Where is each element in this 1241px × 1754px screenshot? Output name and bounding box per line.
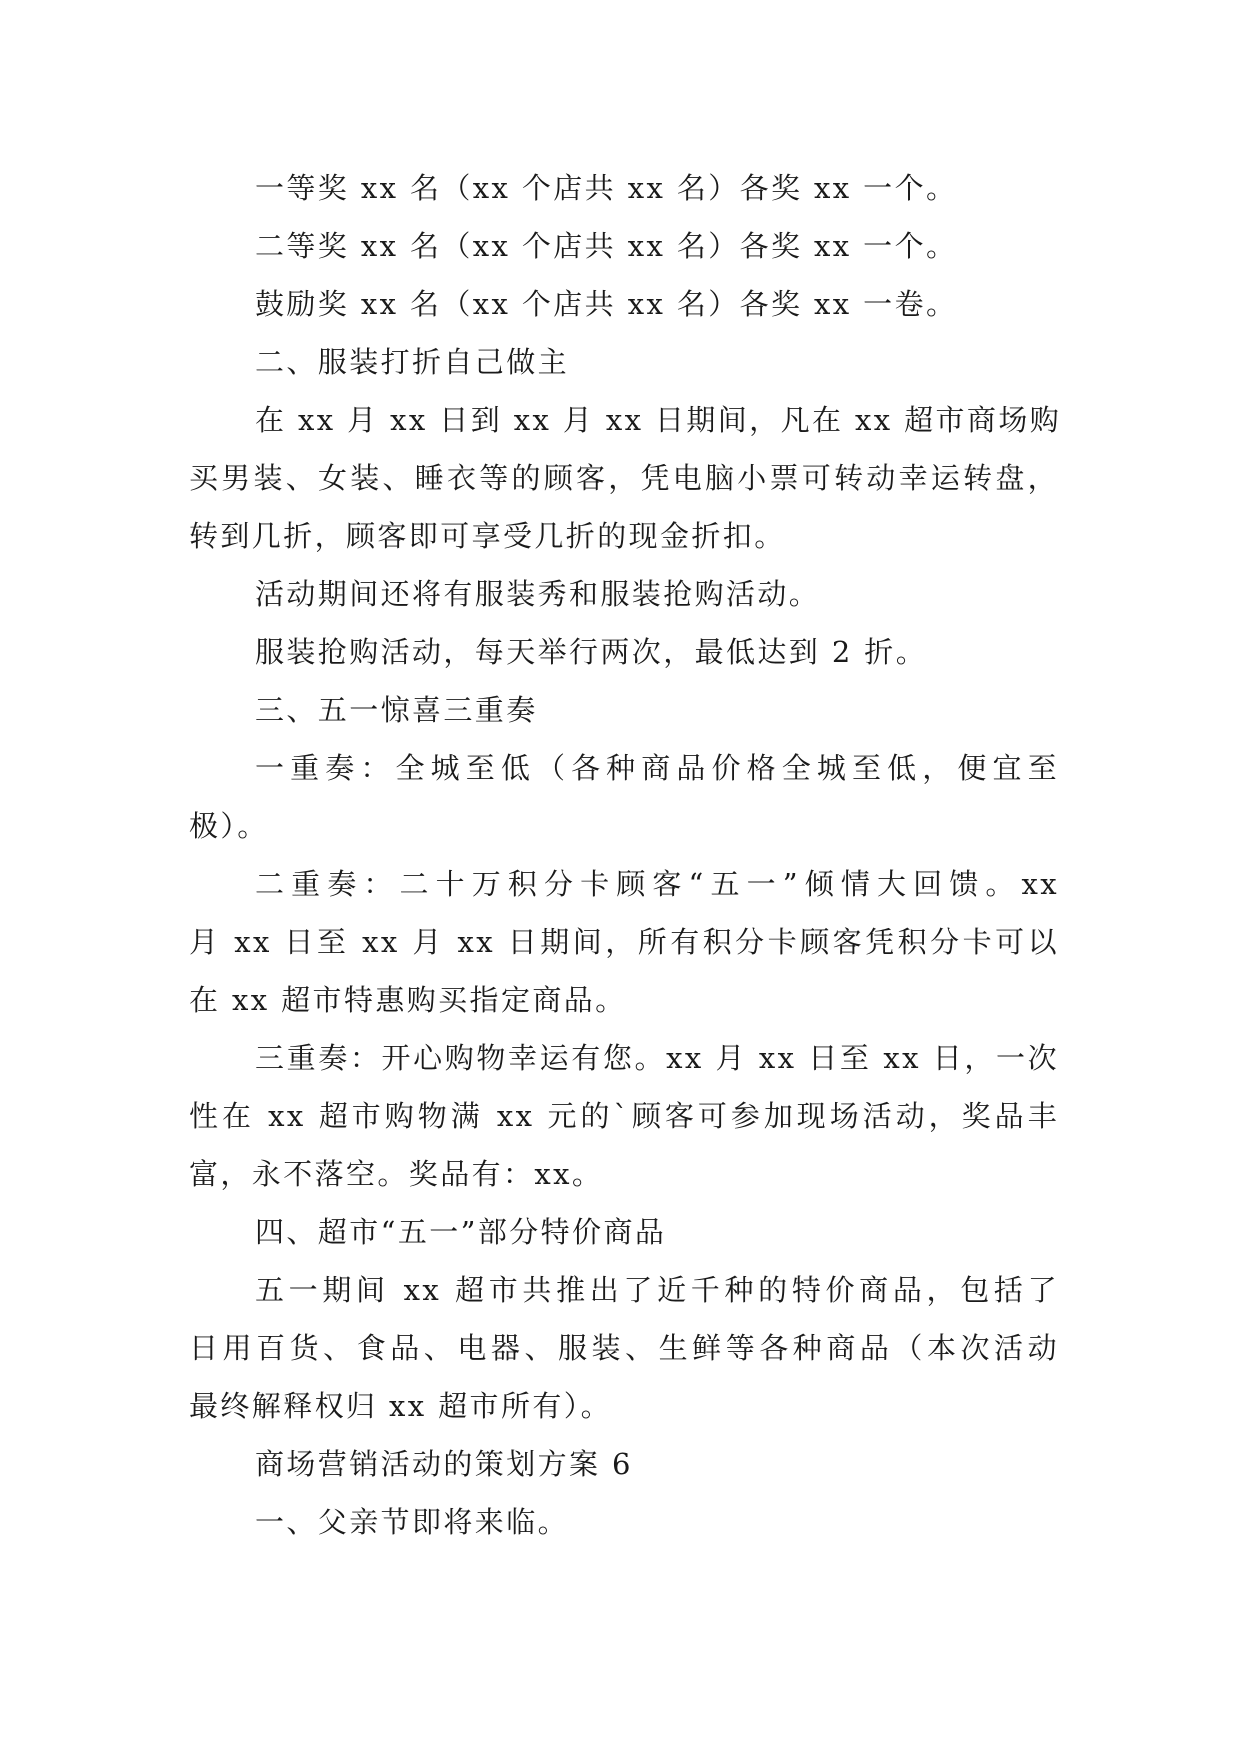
paragraph-line: 三重奏：开心购物幸运有您。xx 月 xx 日至 xx 日，一次 (255, 1041, 1059, 1075)
section-heading-1: 一、父亲节即将来临。 (255, 1505, 570, 1539)
prize-first-line: 一等奖 xx 名（xx 个店共 xx 名）各奖 xx 一个。 (255, 171, 958, 205)
section-heading-2: 二、服装打折自己做主 (255, 345, 570, 379)
prize-encouragement-line: 鼓励奖 xx 名（xx 个店共 xx 名）各奖 xx 一卷。 (255, 287, 958, 321)
section-heading-3: 三、五一惊喜三重奏 (255, 693, 538, 727)
paragraph-line: 活动期间还将有服装秀和服装抢购活动。 (255, 577, 821, 611)
paragraph-line: 月 xx 日至 xx 月 xx 日期间，所有积分卡顾客凭积分卡可以 (189, 925, 1059, 959)
paragraph-line: 日用百货、食品、电器、服装、生鲜等各种商品（本次活动 (189, 1331, 1059, 1365)
paragraph-line: 富，永不落空。奖品有：xx。 (189, 1157, 604, 1191)
paragraph-line: 最终解释权归 xx 超市所有）。 (189, 1389, 613, 1423)
paragraph-line: 买男装、女装、睡衣等的顾客，凭电脑小票可转动幸运转盘， (189, 461, 1059, 495)
section-heading-4: 四、超市“五一”部分特价商品 (255, 1215, 667, 1249)
plan-title: 商场营销活动的策划方案 6 (255, 1447, 633, 1481)
paragraph-line: 性在 xx 超市购物满 xx 元的`顾客可参加现场活动，奖品丰 (189, 1099, 1059, 1133)
paragraph-line: 五一期间 xx 超市共推出了近千种的特价商品，包括了 (255, 1273, 1059, 1307)
paragraph-line: 极）。 (189, 809, 269, 843)
paragraph-line: 一重奏：全城至低（各种商品价格全城至低，便宜至 (255, 751, 1059, 785)
paragraph-line: 二重奏：二十万积分卡顾客“五一”倾情大回馈。xx (255, 867, 1059, 901)
paragraph-line: 转到几折，顾客即可享受几折的现金折扣。 (189, 519, 786, 553)
paragraph-line: 在 xx 月 xx 日到 xx 月 xx 日期间，凡在 xx 超市商场购 (255, 403, 1062, 437)
paragraph-line: 在 xx 超市特惠购买指定商品。 (189, 983, 627, 1017)
prize-second-line: 二等奖 xx 名（xx 个店共 xx 名）各奖 xx 一个。 (255, 229, 958, 263)
paragraph-line: 服装抢购活动，每天举行两次，最低达到 2 折。 (255, 635, 928, 669)
